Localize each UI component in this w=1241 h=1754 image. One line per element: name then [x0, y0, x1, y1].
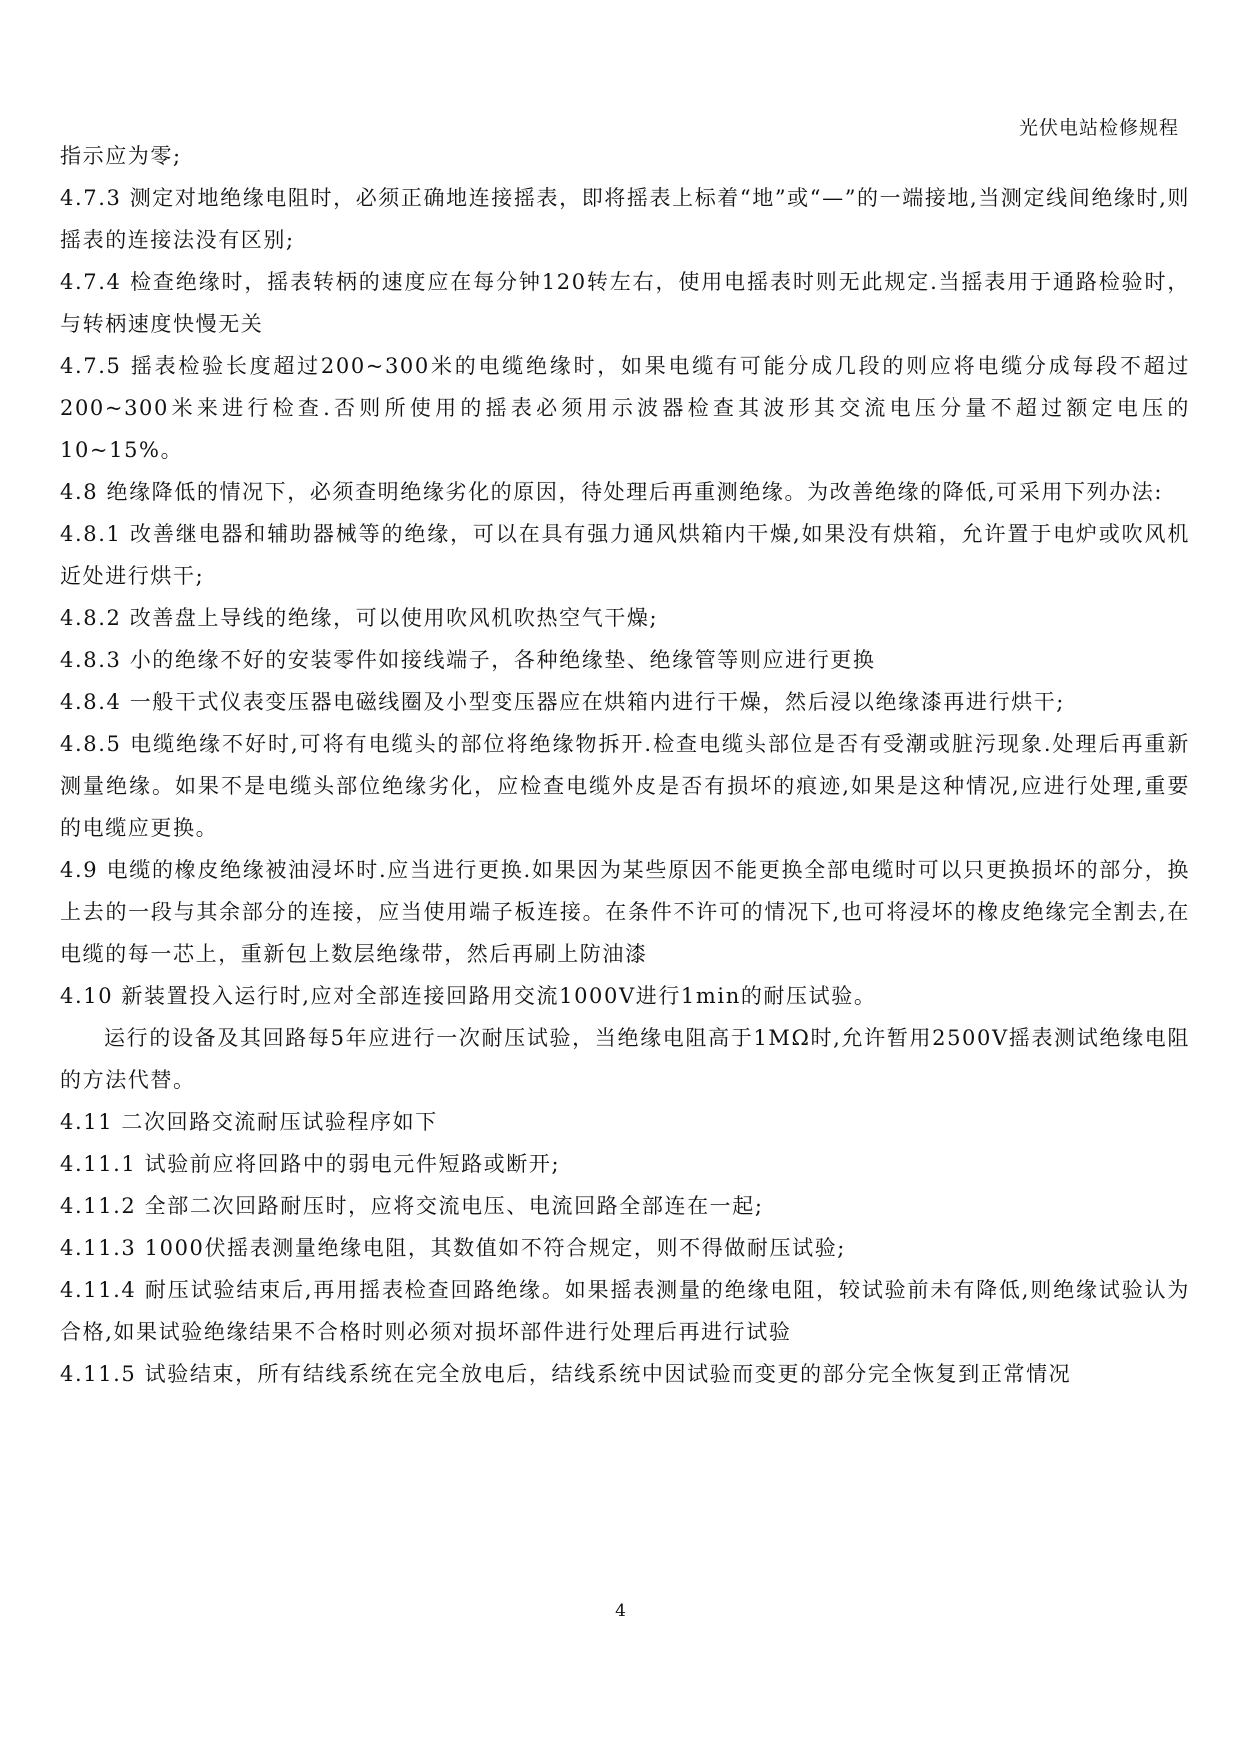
paragraph-4-8: 4.8 绝缘降低的情况下，必须查明绝缘劣化的原因，待处理后再重测绝缘。为改善绝缘的降低,可采用下列办法: — [60, 480, 1164, 504]
page-number: 4 — [615, 1601, 626, 1621]
paragraph-4-7-3: 4.7.3 测定对地绝缘电阻时，必须正确地连接摇表，即将摇表上标着“地”或“—”的一端接地,当测定线间绝缘时,则摇表的连接法没有区别; — [60, 186, 1190, 252]
paragraph-4-7-4: 4.7.4 检查绝缘时，摇表转柄的速度应在每分钟120转左右，使用电摇表时则无此规定.当摇表用于通路检验时，与转柄速度快慢无关 — [60, 270, 1190, 336]
paragraph-4-11-3: 4.11.3 1000伏摇表测量绝缘电阻，其数值如不符合规定，则不得做耐压试验; — [60, 1236, 846, 1260]
body-text — [60, 135, 1190, 1395]
paragraph-4-8-2: 4.8.2 改善盘上导线的绝缘，可以使用吹风机吹热空气干燥; — [60, 606, 659, 630]
paragraph-4-10: 4.10 新装置投入运行时,应对全部连接回路用交流1000V进行1min的耐压试验。 — [60, 984, 877, 1008]
paragraph-4-10-note: 运行的设备及其回路每5年应进行一次耐压试验，当绝缘电阻高于1MΩ时,允许暂用2500V摇表测试绝缘电阻的方法代替。 — [60, 1026, 1190, 1092]
paragraph-4-11-1: 4.11.1 试验前应将回路中的弱电元件短路或断开; — [60, 1152, 561, 1176]
paragraph-4-8-5: 4.8.5 电缆绝缘不好时,可将有电缆头的部位将绝缘物拆开.检查电缆头部位是否有受潮或脏污现象.处理后再重新测量绝缘。如果不是电缆头部位绝缘劣化，应检查电缆外皮是否有损坏的痕迹,如果是这种情况,应进行处理,重要的电缆应更换。 — [60, 732, 1190, 840]
paragraph-4-8-3: 4.8.3 小的绝缘不好的安装零件如接线端子，各种绝缘垫、绝缘管等则应进行更换 — [60, 648, 876, 672]
paragraph-4-11-5: 4.11.5 试验结束，所有结线系统在完全放电后，结线系统中因试验而变更的部分完全恢复到正常情况 — [60, 1362, 1072, 1386]
running-header: 光伏电站检修规程 — [1018, 117, 1179, 139]
paragraph-4-11-4: 4.11.4 耐压试验结束后,再用摇表检查回路绝缘。如果摇表测量的绝缘电阻，较试验前未有降低,则绝缘试验认为合格,如果试验绝缘结果不合格时则必须对损坏部件进行处理后再进行试验 — [60, 1278, 1190, 1344]
paragraph-4-11: 4.11 二次回路交流耐压试验程序如下 — [60, 1110, 438, 1134]
paragraph-4-8-4: 4.8.4 一般干式仪表变压器电磁线圈及小型变压器应在烘箱内进行干燥，然后浸以绝缘漆再进行烘干; — [60, 690, 1065, 714]
paragraph-4-11-2: 4.11.2 全部二次回路耐压时，应将交流电压、电流回路全部连在一起; — [60, 1194, 764, 1218]
paragraph-continuation: 指示应为零; — [60, 144, 182, 168]
paragraph-4-8-1: 4.8.1 改善继电器和辅助器械等的绝缘，可以在具有强力通风烘箱内干燥,如果没有烘箱，允许置于电炉或吹风机近处进行烘干; — [60, 522, 1190, 588]
paragraph-4-9: 4.9 电缆的橡皮绝缘被油浸坏时.应当进行更换.如果因为某些原因不能更换全部电缆时可以只更换损坏的部分，换上去的一段与其余部分的连接，应当使用端子板连接。在条件不许可的情况下,也可将浸坏的橡皮绝缘完全割去,在电缆的每一芯上，重新包上数层绝缘带，然后再刷上防油漆 — [60, 858, 1190, 966]
paragraph-4-7-5: 4.7.5 摇表检验长度超过200~300米的电缆绝缘时，如果电缆有可能分成几段的则应将电缆分成每段不超过200~300米来进行检查.否则所使用的摇表必须用示波器检查其波形其交流电压分量不超过额定电压的10~15%。 — [60, 354, 1190, 462]
